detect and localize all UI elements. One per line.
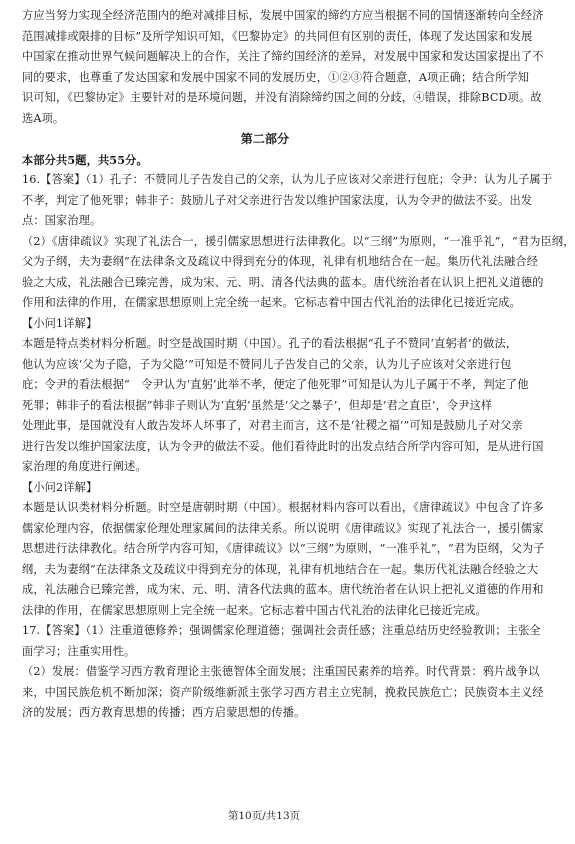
- text-line: 他认为应该‘父为子隐，子为父隐’”可知是不赞同儿子告发自己的父亲，认为儿子应该对父亲进行包: [22, 357, 512, 371]
- text-line: 同的要求，也尊重了发达国家和发展中国家不同的发展历史，①②③符合题意，A项正确；结合所学知: [22, 70, 530, 84]
- text-line: 家治理的角度进行阐述。: [22, 460, 147, 473]
- text-line: 父为子纲，夫为妻纲”在法律条文及疏议中得到充分的体现，礼律有机地结合在一起。集历代礼法融合经: [22, 255, 539, 268]
- text-line: 识可知，《巴黎协定》主要针对的是环境问题，并没有消除缔约国之间的分歧，④错误，排除BCD项。故: [22, 91, 542, 104]
- q16-answer-part2: [22, 232, 575, 314]
- document-page: [22, 6, 575, 724]
- text-line: 纲，夫为妻纲”在法律条文及疏议中得到充分的体现，礼律有机地结合在一起。集历代礼法融合经验之大: [22, 562, 539, 576]
- section-subtitle: 本部分共5题，共55分。: [22, 152, 148, 167]
- q17-answer-part2: [22, 662, 544, 724]
- text-line: 死罪；韩非子的看法根据“韩非子则认为‘直躬’虽然是‘父之暴子’，但却是‘君之直臣’，令尹这样: [22, 398, 493, 412]
- text-line: 不孝，判定了他死罪；韩非子：鼓励儿子对父亲进行告发以维护国家法度，认为令尹的做法不妥。出发: [22, 193, 533, 207]
- sub2-explanation: [22, 498, 545, 621]
- text-line: 儒家伦理内容，依据儒家伦理处理家属间的法律关系。所以说明《唐律疏议》实现了礼法合一，援引儒家: [22, 521, 544, 535]
- text-line: 处理此事，是国就没有人敢告发坏人坏事了，对君主而言，这不是‘社稷之福’”可知是鼓励儿子对父亲: [22, 419, 523, 432]
- paragraph-climate-agreement: [22, 6, 544, 129]
- text-line: 成，礼法融合已臻完善，成为宋、元、明、清各代法典的蓝本。唐代统治者在认识上把礼义道德的作用和: [22, 583, 544, 596]
- text-line: 济的发展；西方教育思想的传播；西方启蒙思想的传播。: [22, 706, 306, 719]
- text-line: 点：国家治理。: [22, 214, 102, 227]
- text-line: 16.【答案】（1）孔子：不赞同儿子告发自己的父亲，认为儿子应该对父亲进行包庇；令尹：认为儿子属于: [22, 173, 553, 186]
- text-line: （2）发展：借鉴学习西方教育理论主张德智体全面发展；注重国民素养的培养。时代背景：鸦片战争以: [22, 665, 540, 678]
- q17-answer: [22, 621, 541, 662]
- page-footer: 第10页/共13页: [227, 810, 301, 822]
- text-line: 思想进行法律教化。结合所学内容可知，《唐律疏议》以“三纲”为原则，“一准乎礼”，“君为臣纲，父为子: [22, 542, 545, 555]
- text-line: 作用和法律的作用，在儒家思想原则上完全统一起来。它标志着中国古代礼治的法律化已接近完成。: [22, 296, 521, 309]
- section-title: 第二部分: [240, 132, 290, 146]
- text-line: 进行告发以维护国家法度，认为令尹的做法不妥。他们看待此时的出发点结合所学内容可知，是从进行国: [22, 439, 544, 453]
- text-line: 庇；令尹的看法根据“ 令尹认为‘直躬’此举不孝，便定了他死罪”可知是认为儿子属于不孝，判定了他: [22, 378, 529, 391]
- text-line: 本题是特点类材料分析题。时空是战国时期（中国）。孔子的看法根据“孔子不赞同‘直躬者’的做法，: [22, 337, 518, 350]
- text-line: 中国家在推动世界气候问题解决上的合作，关注了缔约国经济的差异，对发展中国家和发达国家提出了不: [22, 50, 544, 63]
- text-line: （2）《唐律疏议》实现了礼法合一，援引儒家思想进行法律教化。以“三纲”为原则，“一准乎礼”，“君为臣纲，: [22, 234, 575, 248]
- sub1-label: 【小问1详解】: [22, 316, 98, 330]
- text-line: 来，中国民族危机不断加深；资产阶级维新派主张学习西方君主立宪制，挽救民族危亡；民族资本主义经: [22, 685, 544, 699]
- text-line: 面学习；注重实用性。: [22, 644, 136, 658]
- text-line: 17.【答案】（1）注重道德修养；强调儒家伦理道德；强调社会责任感；注重总结历史经验教训；主张全: [22, 624, 541, 637]
- sub2-label: 【小问2详解】: [22, 480, 98, 494]
- text-line: 本题是认识类材料分析题。时空是唐朝时期（中国）。根据材料内容可以看出，《唐律疏议》中包含了许多: [22, 501, 544, 514]
- text-line: 范围减排或限排的目标”及所学知识可知，《巴黎协定》的共同但有区别的责任，体现了发达国家和发展: [22, 29, 533, 43]
- q16-answer: [22, 170, 553, 232]
- text-line: 选A项。: [22, 111, 65, 125]
- text-line: 法律的作用，在儒家思想原则上完全统一起来。它标志着中国古代礼治的法律化已接近完成。: [22, 603, 487, 617]
- text-line: 方应当努力实现全经济范围内的绝对减排目标，发展中国家的缔约方应当根据不同的国情逐渐转向全经济: [22, 9, 544, 22]
- sub1-explanation: [22, 334, 544, 478]
- text-line: 验之大成，礼法融合已臻完善，成为宋、元、明、清各代法典的蓝本。唐代统治者在认识上把礼义道德的: [22, 275, 544, 289]
